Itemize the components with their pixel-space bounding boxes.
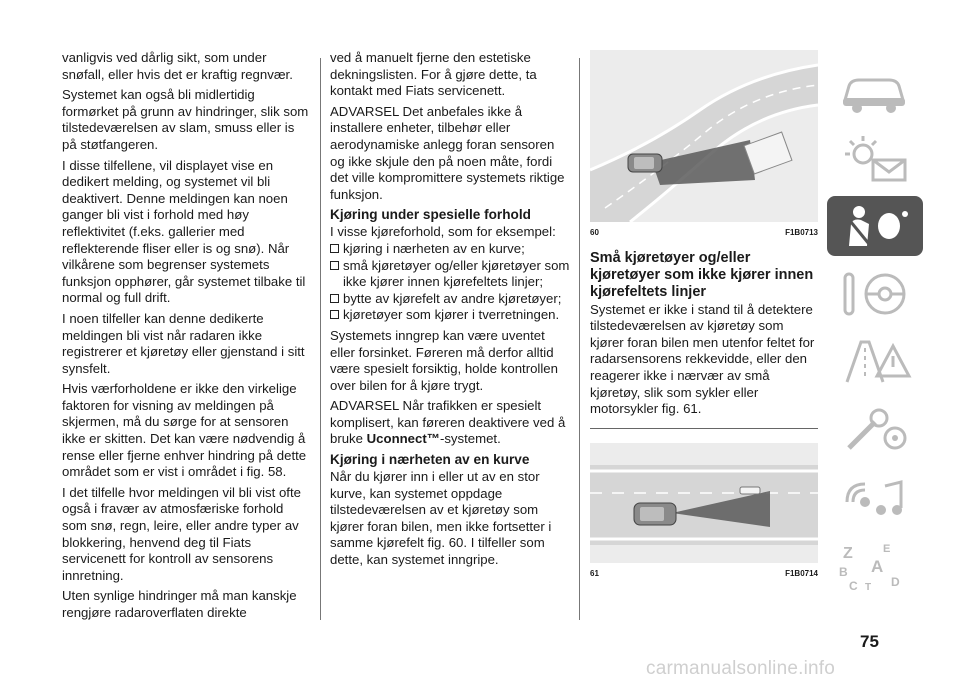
- paragraph: Systemets inngrep kan være uventet eller forsinket. Føreren må derfor alltid være spesielt forsiktig, holde kontrollen over bilen for å kjøre trygt.: [330, 327, 558, 393]
- tab-index[interactable]: [827, 536, 923, 596]
- paragraph: Uten synlige hindringer må man kanskje rengjøre radaroverflaten direkte: [62, 588, 297, 620]
- seatbelt-airbag-icon: [835, 200, 915, 252]
- paragraph: ADVARSEL Det anbefales ikke å installere enheter, tilbehør eller aerodynamiske anlegg foran sensoren og ikke skjule den på noen måte, fordi det ville kompromittere systemets riktige funksjon.: [330, 103, 565, 202]
- tab-warning-lights[interactable]: [827, 128, 923, 188]
- key-steering-wheel-icon: [835, 268, 915, 320]
- page-number: 75: [860, 632, 879, 651]
- figure-number: 61: [590, 568, 599, 578]
- paragraph: Systemet er ikke i stand til å detektere tilstedeværelsen av kjøretøy som kjører foran bilen men utenfor feltet for radarsensorens rekkevidde, eller den reagerer ikke i nærvær av små kjøretøy, slik som sykler eller motorsykler fig. 61.: [590, 301, 815, 417]
- column-divider: [579, 58, 580, 620]
- car-icon: [835, 64, 915, 116]
- paragraph: I visse kjøreforhold, som for eksempel:: [330, 224, 556, 240]
- column-divider: [320, 58, 321, 620]
- figure-caption: [590, 566, 818, 583]
- paragraph: Hvis værforholdene er ikke den virkelige faktoren for visning av meldingen på skjermen, må du sørge for at sensoren ikke er skitten. Det kan være nødvendig å rense eller fjerne enhver hindring på dette området som er vist i området i fig. 58.: [62, 381, 307, 480]
- tab-emergency[interactable]: [827, 332, 923, 392]
- uconnect-brand: Uconnect™: [366, 431, 440, 447]
- paragraph: Når du kjører inn i eller ut av en stor kurve, kan systemet oppdage tilstedeværelsen av et kjøretøy som kjører foran bilen, men ikke fortsetter i samme kjørefelt fig. 60. I tilfeller som dette, kan systemet inngripe.: [330, 469, 552, 568]
- figure-code: F1B0713: [785, 228, 818, 237]
- index-letter: Z: [843, 545, 853, 562]
- list-item: bytte av kjørefelt av andre kjøretøyer;: [330, 291, 570, 308]
- index-letter: E: [883, 543, 891, 555]
- checkbox-bullet-icon: [330, 294, 339, 303]
- figure-61: [590, 443, 818, 583]
- paragraph: vanligvis ved dårlig sikt, som under snøfall, eller hvis det er kraftig regnvær.: [62, 50, 293, 82]
- tab-car[interactable]: [827, 60, 923, 120]
- paragraph: I disse tilfellene, vil displayet vise en dedikert melding, og systemet vil bli deaktivert. Denne meldingen kan noen ganger bli vist i forhold med høy reflektivitet (f.eks. gallerier med reflekterende fliser eller is og snø). Når vilkårene som begrenser systemets funksjon opphører, går systemet tilbake til normal og full drift.: [62, 157, 306, 306]
- checkbox-bullet-icon: [330, 310, 339, 319]
- figure-60: [590, 50, 818, 242]
- index-letters-icon: [835, 540, 915, 592]
- text-column-2: [330, 50, 570, 573]
- list-item: kjøretøyer som kjører i tverretningen.: [330, 307, 570, 324]
- checkbox-bullet-icon: [330, 244, 339, 253]
- index-letter: B: [839, 565, 848, 579]
- warning-lights-icon: [835, 132, 915, 184]
- curve-road-illustration: [590, 50, 818, 222]
- tab-starting-driving[interactable]: [827, 264, 923, 324]
- section-heading: Små kjøretøyer og/eller kjøretøyer som ikke kjører innen kjørefeltets linjer: [590, 249, 814, 300]
- paragraph: ved å manuelt fjerne den estetiske dekningslisten. For å gjøre dette, ta kontakt med Fiats servicenett.: [330, 50, 537, 99]
- road-warning-icon: [835, 336, 915, 388]
- index-letter: C: [849, 579, 858, 592]
- paragraph: I noen tilfeller kan denne dedikerte meldingen bli vist når radaren ikke registrerer et kjøretøy eller gjenstand i sitt synsfelt.: [62, 310, 305, 376]
- straight-road-illustration: [590, 443, 818, 563]
- text-column-3: [590, 50, 818, 590]
- text-column-1: [62, 50, 310, 626]
- figure-caption: [590, 225, 818, 242]
- index-letter: T: [865, 582, 872, 592]
- index-letter: A: [871, 557, 884, 576]
- tab-maintenance[interactable]: [827, 400, 923, 460]
- chapter-tabs: [827, 60, 923, 604]
- figure-number: 60: [590, 228, 599, 237]
- section-heading: Kjøring under spesielle forhold: [330, 207, 531, 223]
- paragraph: ADVARSEL Når trafikken er spesielt komplisert, kan føreren deaktivere ved å bruke Uconnect™-systemet.: [330, 398, 566, 447]
- checkbox-bullet-icon: [330, 261, 339, 270]
- watermark-text: carmanualsonline.info: [646, 658, 836, 679]
- paragraph: I det tilfelle hvor meldingen vil bli vist ofte også i fravær av atmosfæriske forhold som snø, regn, leire, eller andre typer av blokkering, henvend deg til Fiats servicenett for kontroll av sensorens innretning.: [62, 484, 301, 583]
- index-letter: D: [891, 575, 900, 589]
- multimedia-icon: [835, 472, 915, 524]
- tab-safety[interactable]: [827, 196, 923, 256]
- paragraph: Systemet kan også bli midlertidig formørket på grunn av hindringer, slik som tilstedeværelsen av slam, smuss eller is på støtfangeren.: [62, 87, 309, 152]
- tab-multimedia[interactable]: [827, 468, 923, 528]
- service-tools-icon: [835, 404, 915, 456]
- list-item: små kjøretøyer og/eller kjøretøyer som ikke kjører innen kjørefeltets linjer;: [330, 258, 570, 291]
- figure-code: F1B0714: [785, 568, 818, 578]
- section-heading: Kjøring i nærheten av en kurve: [330, 452, 530, 468]
- list-item: kjøring i nærheten av en kurve;: [330, 241, 570, 258]
- horizontal-divider: [590, 428, 818, 429]
